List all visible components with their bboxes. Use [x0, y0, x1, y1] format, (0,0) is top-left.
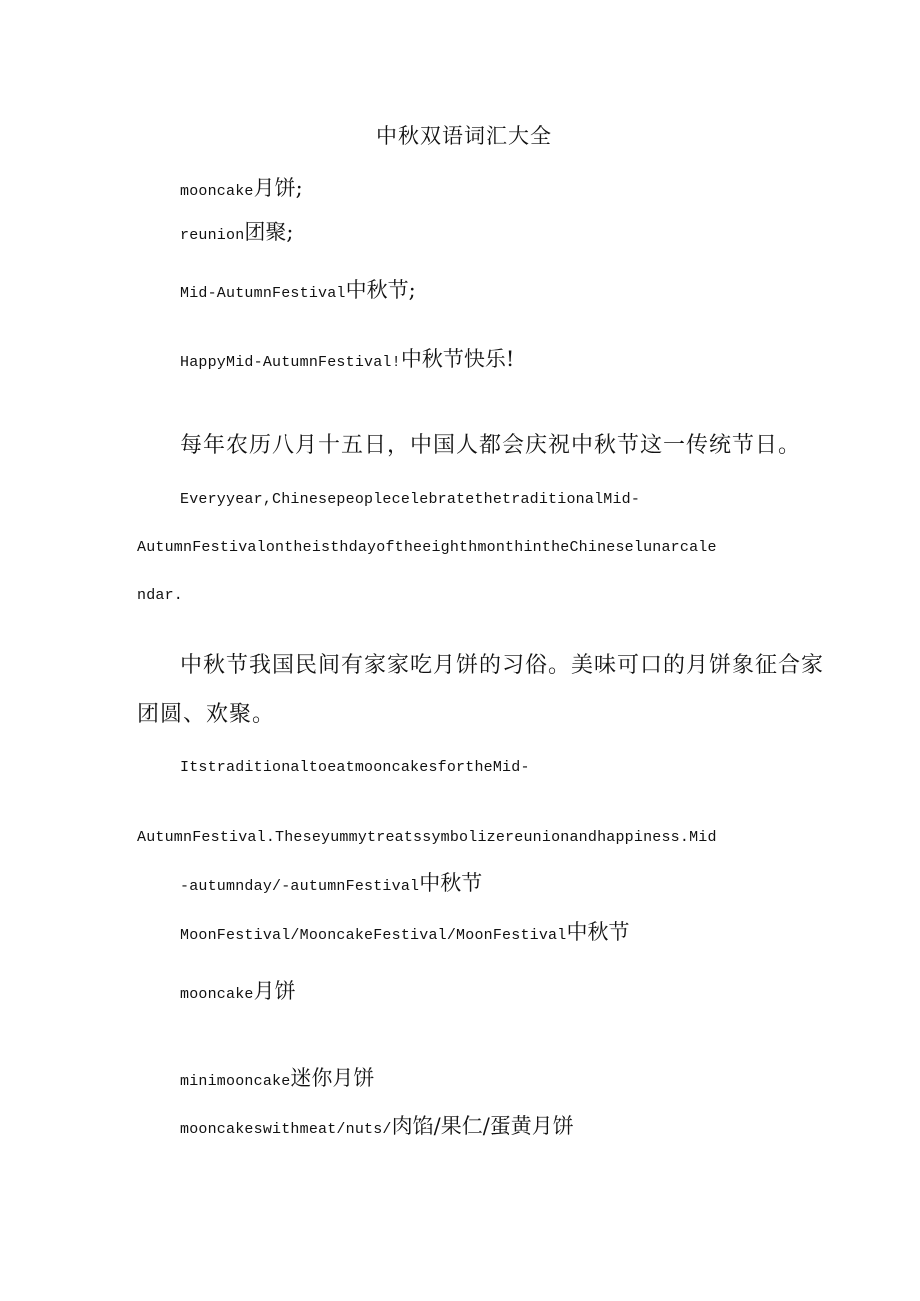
- paragraph-english-line: ndar.: [137, 587, 184, 604]
- vocab-en: mooncake: [180, 986, 254, 1003]
- vocab-en: mooncakeswithmeat/nuts/: [180, 1121, 392, 1138]
- paragraph-english-line: Everyyear,ChinesepeoplecelebratethetraditionalMid-: [180, 491, 641, 508]
- vocab-en: minimooncake: [180, 1073, 291, 1090]
- vocab-item: [180, 222, 294, 243]
- paragraph-english-line: ItstraditionaltoeatmooncakesfortheMid-: [180, 759, 530, 776]
- vocab-item: [180, 922, 629, 943]
- vocab-en: -autumnday/-autumnFestival: [180, 878, 420, 895]
- vocab-item: [180, 873, 482, 894]
- paragraph-chinese: 每年农历八月十五日，中国人都会庆祝中秋节这一传统节日。: [180, 433, 802, 458]
- vocab-cn: 中秋节: [566, 920, 630, 944]
- vocab-item: [180, 349, 514, 370]
- vocab-item: [180, 280, 416, 301]
- paragraph-english-line: AutumnFestival.Theseyummytreatssymbolizereunionandhappiness.Mid: [137, 829, 717, 846]
- vocab-item: [180, 178, 303, 199]
- vocab-en: MoonFestival/MooncakeFestival/MoonFestival: [180, 927, 567, 944]
- vocab-cn: 团聚;: [244, 220, 294, 244]
- vocab-cn: 月饼: [253, 979, 296, 1003]
- vocab-cn: 迷你月饼: [290, 1066, 375, 1090]
- vocab-cn: 中秋节快乐!: [400, 347, 515, 371]
- vocab-en: mooncake: [180, 183, 254, 200]
- vocab-cn: 月饼;: [253, 176, 303, 200]
- page-title: 中秋双语词汇大全: [376, 124, 552, 148]
- paragraph-chinese: 团圆、欢聚。: [137, 702, 276, 727]
- vocab-item: [180, 1116, 574, 1137]
- vocab-en: reunion: [180, 227, 245, 244]
- paragraph-english-line: AutumnFestivalontheisthdayoftheeighthmonthintheChineselunarcale: [137, 539, 717, 556]
- vocab-cn: 中秋节;: [345, 278, 416, 302]
- vocab-item: [180, 981, 296, 1002]
- vocab-cn: 肉馅/果仁/蛋黄月饼: [391, 1114, 574, 1138]
- vocab-en: Mid-AutumnFestival: [180, 285, 346, 302]
- paragraph-chinese: 中秋节我国民间有家家吃月饼的习俗。美味可口的月饼象征合家: [180, 653, 825, 678]
- vocab-item: [180, 1068, 374, 1089]
- vocab-en: HappyMid-AutumnFestival!: [180, 354, 401, 371]
- vocab-cn: 中秋节: [419, 871, 483, 895]
